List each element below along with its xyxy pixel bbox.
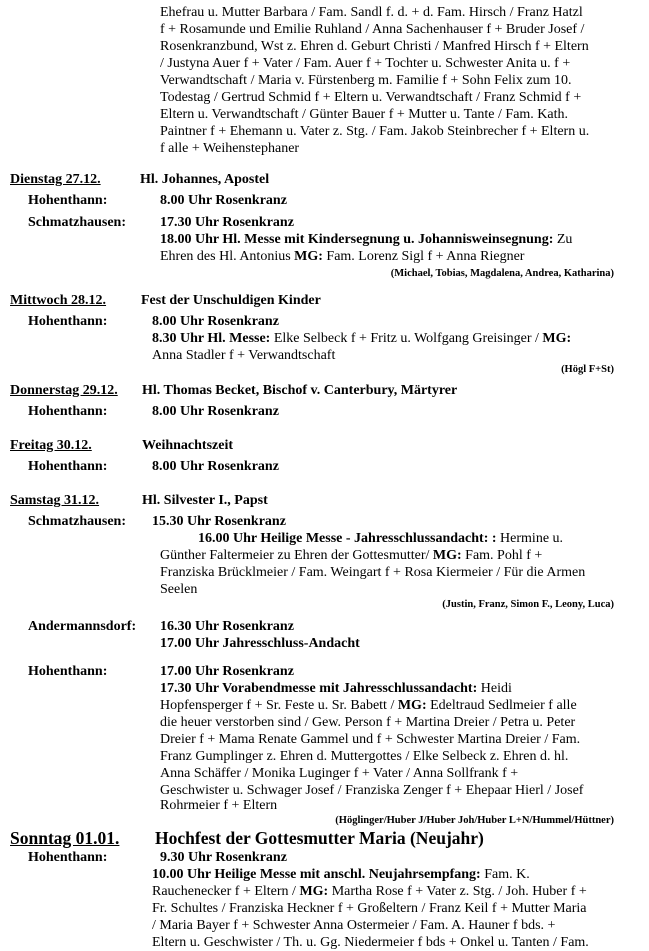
mass-title: 8.30 Uhr Hl. Messe:	[152, 331, 271, 346]
feast-title: Hl. Johannes, Apostel	[140, 172, 270, 187]
day-header	[10, 492, 279, 509]
feast-title: Hochfest der Gottesmutter Maria (Neujahr)	[155, 828, 484, 848]
text-line: Eltern u. Verwandtschaft / Günter Bauer f + Mutter u. Tante / Fam. Kath.	[160, 107, 569, 122]
mass-line: die heuer verstorben sind / Gew. Person f + Martina Dreier / Petra u. Peter	[160, 715, 576, 730]
mass-line	[152, 866, 530, 883]
mg-label: MG:	[542, 331, 572, 346]
text-line: Verwandtschaft / Maria v. Fürstenberg m. Familie f + Sohn Felix zum 10.	[160, 73, 572, 88]
mass-line: Fr. Schultes / Franziska Heckner f + Großeltern / Franz Keil f + Mutter Maria	[152, 901, 587, 916]
text-line: Todestag / Gertrud Schmid f + Eltern u. Verwandtschaft / Franz Schmid f +	[160, 90, 582, 105]
text-line: Ehefrau u. Mutter Barbara / Fam. Sandl f. d. + d. Fam. Hirsch / Franz Hatzl	[160, 5, 583, 20]
day-date: Sonntag 01.01.	[10, 828, 120, 848]
day-date: Mittwoch 28.12.	[10, 293, 107, 308]
text-line: / Justyna Auer f + Vater / Fam. Auer f + Tochter u. Schwester Anita u. f +	[160, 56, 571, 71]
mass-line	[160, 680, 512, 697]
service-time: 17.00 Uhr Rosenkranz	[160, 664, 294, 679]
mg-label: MG:	[294, 249, 323, 264]
mass-line: Eltern u. Geschwister / Th. u. Gg. Niedermeier f bds + Onkel u. Tanten / Fam.	[152, 935, 589, 950]
service-time: 17.30 Uhr Rosenkranz	[160, 215, 294, 230]
mass-line: Anna Schäffer / Monika Luginger f + Vater / Anna Sollfrank f +	[160, 766, 519, 781]
place-label: Hohenthann:	[28, 459, 108, 474]
mass-line: / Maria Bayer f + Schwester Anna Ostermeier / Fam. A. Hauner f bds. +	[152, 918, 556, 933]
mass-text: Martha Rose f + Vater z. Stg. / Joh. Huber f +	[328, 884, 587, 899]
place-label: Hohenthann:	[28, 664, 108, 679]
place-label: Hohenthann:	[28, 314, 108, 329]
mass-text: Edeltraud Sedlmeier f alle	[426, 698, 577, 713]
day-header	[10, 828, 504, 849]
ministranten-note: (Högl F+St)	[561, 364, 614, 375]
service-time: 8.00 Uhr Rosenkranz	[160, 193, 287, 208]
place-label: Hohenthann:	[28, 193, 108, 208]
day-date: Samstag 31.12.	[10, 493, 100, 508]
day-date: Dienstag 27.12.	[10, 172, 101, 187]
text-line: Rosenkranzbund, Wst z. Ehren d. Geburt Christi / Manfred Hirsch f + Eltern	[160, 39, 589, 54]
mass-title: 17.30 Uhr Vorabendmesse mit Jahresschlussandacht:	[160, 681, 478, 696]
ministranten-note: (Michael, Tobias, Magdalena, Andrea, Katharina)	[390, 268, 614, 279]
service-time: 8.00 Uhr Rosenkranz	[152, 314, 279, 329]
mass-text: Hopfensperger f + Sr. Feste u. Sr. Babett /	[160, 698, 398, 713]
mass-line: Franziska Brücklmeier / Fam. Weingart f + Rosa Kiermeier / Für die Armen	[160, 565, 586, 580]
mass-text: Zu	[553, 232, 573, 247]
mass-line	[152, 330, 571, 347]
mass-line	[160, 547, 542, 564]
feast-title: Hl. Thomas Becket, Bischof v. Canterbury, Märtyrer	[142, 383, 458, 398]
mass-text: Ehren des Hl. Antonius	[160, 249, 295, 264]
service-time: 17.00 Uhr Jahresschluss-Andacht	[160, 636, 360, 651]
ministranten-note: (Höglinger/Huber J/Huber Joh/Huber L+N/Hummel/Hüttner)	[335, 815, 614, 826]
mg-label: MG:	[397, 698, 427, 713]
mass-line	[152, 883, 587, 900]
mass-text: Fam. Pohl f +	[461, 548, 543, 563]
place-label: Andermannsdorf:	[28, 619, 137, 634]
day-header	[10, 437, 240, 454]
mass-line: Dreier f + Mama Renate Gammel und f + Schwester Martina Dreier / Fam.	[160, 732, 581, 747]
mass-text: Rauchenecker f + Eltern /	[152, 884, 300, 899]
mass-line	[160, 248, 524, 265]
mg-label: MG:	[299, 884, 329, 899]
mass-line: Franz Gumplinger z. Ehren d. Muttergottes / Elke Selbeck z. Ehren d. hl.	[160, 749, 569, 764]
ministranten-note: (Justin, Franz, Simon F., Leony, Luca)	[442, 599, 614, 610]
service-time: 15.30 Uhr Rosenkranz	[152, 514, 286, 529]
mass-title: 10.00 Uhr Heilige Messe mit anschl. Neujahrsempfang:	[152, 867, 481, 882]
mass-text: Elke Selbeck f + Fritz u. Wolfgang Greisinger /	[270, 331, 543, 346]
text-line: Paintner f + Ehemann u. Vater z. Stg. / Fam. Jakob Steinbrecher f + Eltern u.	[160, 124, 590, 139]
mass-text: Fam. K.	[480, 867, 530, 882]
mass-text: Heidi	[477, 681, 512, 696]
mass-line	[160, 697, 577, 714]
place-label: Schmatzhausen:	[28, 514, 127, 529]
day-date: Freitag 30.12.	[10, 438, 92, 453]
service-time: 8.00 Uhr Rosenkranz	[152, 459, 279, 474]
text-line: f alle + Weihenstephaner	[160, 141, 300, 156]
mass-line	[160, 231, 572, 248]
day-header	[10, 292, 337, 309]
mass-text: Fam. Lorenz Sigl f + Anna Riegner	[322, 249, 525, 264]
day-header	[10, 382, 488, 399]
mass-line: Seelen	[160, 582, 198, 597]
feast-title: Weihnachtszeit	[142, 438, 233, 453]
feast-title: Fest der Unschuldigen Kinder	[141, 293, 321, 308]
day-date: Donnerstag 29.12.	[10, 383, 118, 398]
text-line: f + Rosamunde und Emilie Ruhland / Anna Sachenhauser f + Bruder Josef /	[160, 22, 585, 37]
mass-line: Rohrmeier f + Eltern	[160, 798, 278, 813]
mass-title: 16.00 Uhr Heilige Messe - Jahresschlussandacht: :	[198, 531, 497, 546]
mass-title: 18.00 Uhr Hl. Messe mit Kindersegnung u. Johannisweinsegnung:	[160, 232, 554, 247]
place-label: Hohenthann:	[28, 404, 108, 419]
mass-line: Anna Stadler f + Verwandtschaft	[152, 348, 336, 363]
mass-line	[198, 530, 563, 547]
place-label: Schmatzhausen:	[28, 215, 127, 230]
mass-line: Geschwister u. Schwager Josef / Franziska Zenger f + Ehepaar Hierl / Josef	[160, 783, 584, 798]
mass-text: Hermine u.	[496, 531, 564, 546]
place-label: Hohenthann:	[28, 850, 108, 865]
service-time: 9.30 Uhr Rosenkranz	[160, 850, 287, 865]
feast-title: Hl. Silvester I., Papst	[142, 493, 268, 508]
mg-label: MG:	[432, 548, 462, 563]
service-time: 16.30 Uhr Rosenkranz	[160, 619, 294, 634]
mass-text: Günther Faltermeier zu Ehren der Gottesmutter/	[160, 548, 433, 563]
service-time: 8.00 Uhr Rosenkranz	[152, 404, 279, 419]
day-header	[10, 171, 282, 188]
